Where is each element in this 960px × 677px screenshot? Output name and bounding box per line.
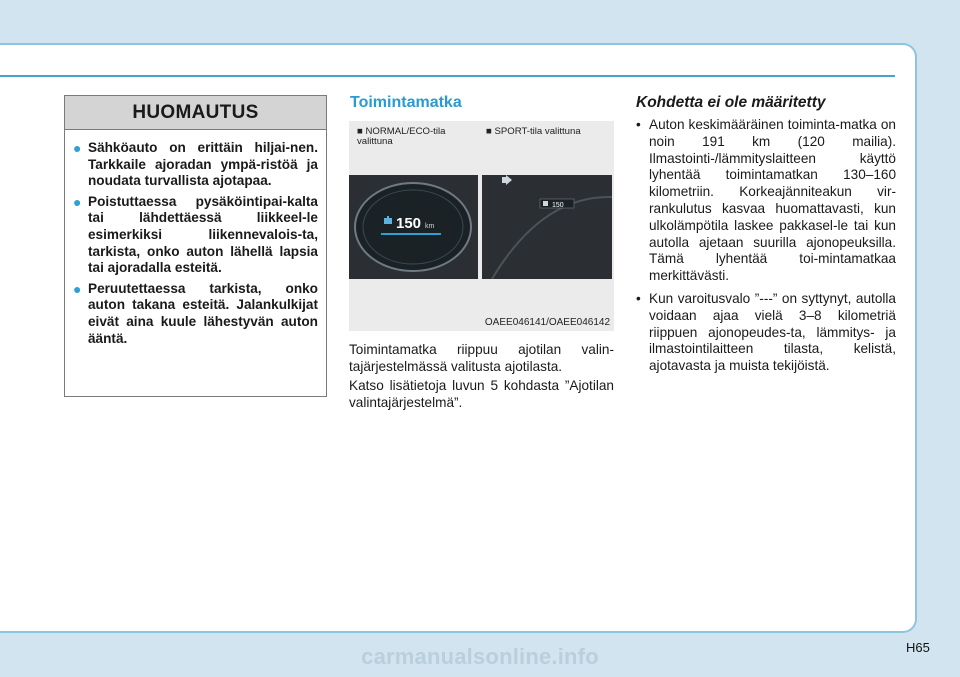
cluster-image-normal bbox=[349, 175, 478, 279]
figure-code: OAEE046141/OAEE046142 bbox=[484, 317, 610, 328]
bullet-icon: • bbox=[636, 290, 641, 306]
range-paragraph: Toimintamatka riippuu ajotilan valin-tajärjestelmässä valitusta ajotilasta. bbox=[349, 342, 614, 374]
list-item: • Kun varoitusvalo ”---” on syttynyt, autolla voidaan ajaa vielä 3–8 kilometriä riippuen ajonopeudes-ta, lämmitys- ja ilmastointilaitteen tilasta, kelistä, ajotavasta ja muista tekijöistä. bbox=[636, 290, 896, 374]
sport-range-value: 150 bbox=[552, 202, 564, 209]
header-rule bbox=[0, 75, 895, 77]
bullet-icon: ● bbox=[73, 280, 82, 297]
bullet-icon: ● bbox=[73, 193, 82, 210]
notice-item: ● Poistuttaessa pysäköintipai-kalta tai lähdettäessä liikkeel-le esimerkiksi liikennevalois-ta, tarkista, onko auton lähellä lapsia tai ajoradalla esteitä. bbox=[73, 193, 318, 276]
bullet-icon: ● bbox=[73, 140, 82, 156]
normal-range-unit: km bbox=[425, 223, 435, 230]
notice-list bbox=[65, 130, 326, 347]
bullet-icon: • bbox=[636, 117, 641, 132]
notice-item: ● Sähköauto on erittäin hiljai-nen. Tarkkaile ajoradan ympä-ristöä ja noudata turvallista ajotapaa. bbox=[73, 140, 318, 189]
notice-box bbox=[64, 95, 327, 397]
sport-gauge-graphic bbox=[482, 175, 612, 279]
right-list bbox=[636, 117, 896, 381]
normal-gauge-graphic bbox=[349, 175, 478, 279]
notice-item: ● Peruutettaessa tarkista, onko auton takana esteitä. Jalankulkijat eivät aina kuule lähestyvän auton ääntä. bbox=[73, 280, 318, 346]
figure-caption-sport: ■ SPORT-tila valittuna bbox=[486, 126, 581, 137]
watermark: carmanualsonline.info bbox=[361, 644, 599, 669]
list-item: • Auton keskimääräinen toiminta-matka on noin 191 km (120 mailia). Ilmastointi-/lämmityslaitteen käyttö lyhentää toimintamatkan 130–160 kilometriin. Korkeajänniteakun vir-rankulutus kasvaa huomattavasti, kun ulkolämpötila laskee pakkasel-le tai kun autolla ajetaan suurilla ajonopeuksilla. Tämä lyhentää toi-mintamatkaa merkittävästi. bbox=[636, 117, 896, 284]
section-title-range: Toimintamatka bbox=[350, 94, 462, 111]
page-number: H65 bbox=[906, 640, 930, 655]
cluster-image-sport bbox=[482, 175, 612, 279]
notice-title: HUOMAUTUS bbox=[65, 96, 326, 130]
figure-caption-normal: ■ NORMAL/ECO-tila valittuna bbox=[357, 126, 446, 147]
cluster-figure bbox=[349, 121, 614, 331]
normal-range-value: 150 bbox=[396, 215, 422, 232]
section-title-no-destination: Kohdetta ei ole määritetty bbox=[636, 94, 826, 111]
reference-paragraph: Katso lisätietoja luvun 5 kohdasta ”Ajotilan valintajärjestelmä”. bbox=[349, 378, 614, 410]
